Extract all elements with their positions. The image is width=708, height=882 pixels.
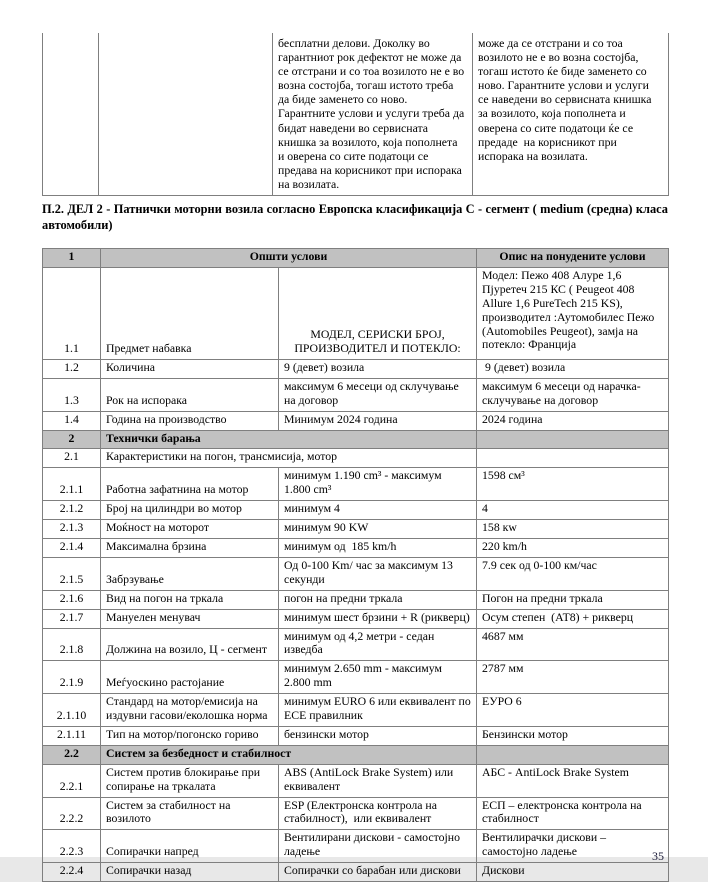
row-requirement-cell: максимум 6 месеци од склучување на договор — [279, 378, 477, 411]
row-offered-cell — [477, 430, 669, 449]
header-offered-conditions-cell: Опис на понудените услови — [477, 249, 669, 268]
row-requirement-cell: 9 (девет) возила — [279, 359, 477, 378]
table-row — [43, 468, 669, 501]
row-number-cell: 2.1.10 — [43, 694, 101, 727]
row-label-cell: Меѓуоскино растојание — [101, 661, 279, 694]
row-number-cell: 2.1.6 — [43, 590, 101, 609]
row-section-label-cell: Технички барања — [101, 430, 477, 449]
row-requirement-cell: ABS (AntiLock Brake System) или еквивалент — [279, 764, 477, 797]
row-requirement-cell: минимум од 185 km/h — [279, 538, 477, 557]
row-requirement-cell: минимум шест брзини + R (рикверц) — [279, 609, 477, 628]
row-number-cell: 2.1 — [43, 449, 101, 468]
table-row — [43, 449, 669, 468]
table-row — [43, 745, 669, 764]
row-label-cell: Систем против блокирање при сопирање на тркалата — [101, 764, 279, 797]
row-number-cell: 2.1.5 — [43, 557, 101, 590]
table-row — [43, 830, 669, 863]
row-label-cell: Должина на возило, Ц - сегмент — [101, 628, 279, 661]
row-number-cell: 1.1 — [43, 267, 101, 359]
row-label-cell: Број на цилиндри во мотор — [101, 501, 279, 520]
row-number-cell: 2.1.4 — [43, 538, 101, 557]
table-row — [43, 863, 669, 882]
continuation-num-cell — [43, 33, 99, 196]
main-table-body — [43, 249, 669, 882]
row-label-cell: Вид на погон на тркала — [101, 590, 279, 609]
row-offered-cell: 2024 година — [477, 411, 669, 430]
row-offered-cell: 7.9 сек од 0-100 км/час — [477, 557, 669, 590]
row-number-cell: 2.1.9 — [43, 661, 101, 694]
row-number-cell: 2.1.11 — [43, 726, 101, 745]
row-label-cell: Мануелен менувач — [101, 609, 279, 628]
row-number-cell: 2.2.1 — [43, 764, 101, 797]
row-label-cell: Забрзување — [101, 557, 279, 590]
row-label-cell: Моќност на моторот — [101, 520, 279, 539]
table-row — [43, 609, 669, 628]
row-number-cell: 1.4 — [43, 411, 101, 430]
table-row — [43, 501, 669, 520]
table-row — [43, 726, 669, 745]
row-offered-cell: Модел: Пежо 408 Алуре 1,6 Пјуретеч 215 КС ( Peugeot 408 Allure 1,6 PureTech 215 KS), производител :Аутомобилес Пежо (Automobiles Peugeot), замја на потекло: Франција — [477, 267, 669, 359]
row-label-cell: Систем за стабилност на возилото — [101, 797, 279, 830]
row-number-cell: 2.1.7 — [43, 609, 101, 628]
row-requirement-cell: Од 0-100 Km/ час за максимум 13 секунди — [279, 557, 477, 590]
row-offered-cell: 220 km/h — [477, 538, 669, 557]
row-offered-cell: Вентилирачки дискови – самостојно ладење — [477, 830, 669, 863]
row-number-cell: 2.1.8 — [43, 628, 101, 661]
table-row — [43, 797, 669, 830]
table-row — [43, 33, 669, 196]
page-number: 35 — [652, 849, 664, 863]
row-offered-cell: ЕСП – електронска контрола на стабилност — [477, 797, 669, 830]
section-heading: П.2. ДЕЛ 2 - Патнички моторни возила согласно Европска класификација С - сегмент ( medium (средна) класа автомобили) — [42, 202, 668, 232]
table-row — [43, 538, 669, 557]
row-number-cell: 2.2.3 — [43, 830, 101, 863]
continuation-table — [42, 33, 669, 196]
specifications-table — [42, 248, 669, 882]
row-offered-cell: 158 кw — [477, 520, 669, 539]
row-offered-cell — [477, 745, 669, 764]
row-number-cell: 2.2.2 — [43, 797, 101, 830]
row-section-label-cell: Систем за безбедност и стабилност — [101, 745, 477, 764]
row-offered-cell: 9 (девет) возила — [477, 359, 669, 378]
row-requirement-cell: минимум EURO 6 или еквивалент по ЕСЕ правилник — [279, 694, 477, 727]
continuation-offered-cell: може да се отстрани и со тоа возилото не е во возна состојба, тогаш истото ќе биде заменето со ново. Гарантните услови и услуги се наведени во сервисната книшка за возилото, која пополнета и оверена со сите податоци ќе се предаде на корисникот при испорака на возилата. — [473, 33, 669, 196]
row-offered-cell: Бензински мотор — [477, 726, 669, 745]
row-offered-cell: максимум 6 месеци од нарачка-склучување на договор — [477, 378, 669, 411]
row-label-cell: Предмет набавка — [101, 267, 279, 359]
row-offered-cell: ЕУРО 6 — [477, 694, 669, 727]
row-number-cell: 1.3 — [43, 378, 101, 411]
row-requirement-cell: Вентилирани дискови - самостојно ладење — [279, 830, 477, 863]
row-number-cell: 2 — [43, 430, 101, 449]
table-row — [43, 590, 669, 609]
row-offered-cell: 4687 мм — [477, 628, 669, 661]
row-number-cell: 2.2 — [43, 745, 101, 764]
row-number-cell: 2.1.3 — [43, 520, 101, 539]
table-row — [43, 359, 669, 378]
row-label-cell: Стандард на мотор/емисија на издувни гасови/еколошка норма — [101, 694, 279, 727]
continuation-label-cell — [99, 33, 273, 196]
row-offered-cell: 4 — [477, 501, 669, 520]
row-offered-cell: 1598 см³ — [477, 468, 669, 501]
row-offered-cell — [477, 449, 669, 468]
row-label-cell: Година на производство — [101, 411, 279, 430]
row-requirement-cell: минимум 90 KW — [279, 520, 477, 539]
row-offered-cell: Погон на предни тркала — [477, 590, 669, 609]
row-number-cell: 2.1.1 — [43, 468, 101, 501]
continuation-requirement-cell: бесплатни делови. Доколку во гарантниот рок дефектот не може да се отстрани и со тоа возилото не е во возна состојба, тогаш истото треба да биде заменето со ново. Гарантните услови и услуги треба да бидат наведени во сервисната книшка за возилото, која пополнета и оверена со сите податоци се предава на корисникот при испорака на возилата. — [273, 33, 473, 196]
row-number-cell: 2.2.4 — [43, 863, 101, 882]
row-label-cell: Сопирачки напред — [101, 830, 279, 863]
row-requirement-cell: ESP (Електронска контрола на стабилност), или еквивалент — [279, 797, 477, 830]
table-row — [43, 628, 669, 661]
row-label-cell: Сопирачки назад — [101, 863, 279, 882]
row-requirement-cell: минимум од 4,2 метри - седан изведба — [279, 628, 477, 661]
row-requirement-cell: Сопирачки со барабан или дискови — [279, 863, 477, 882]
row-label-cell: Тип на мотор/погонско гориво — [101, 726, 279, 745]
header-number-cell: 1 — [43, 249, 101, 268]
table-row — [43, 378, 669, 411]
header-general-conditions-cell: Општи услови — [101, 249, 477, 268]
row-number-cell: 1.2 — [43, 359, 101, 378]
row-requirement-cell: Минимум 2024 година — [279, 411, 477, 430]
row-number-cell: 2.1.2 — [43, 501, 101, 520]
row-offered-cell: 2787 мм — [477, 661, 669, 694]
table-row — [43, 661, 669, 694]
table-row — [43, 411, 669, 430]
row-requirement-cell: минимум 2.650 mm - максимум 2.800 mm — [279, 661, 477, 694]
row-label-cell: Максимална брзина — [101, 538, 279, 557]
table-row — [43, 520, 669, 539]
row-requirement-cell: минимум 1.190 cm³ - максимум 1.800 cm³ — [279, 468, 477, 501]
table-row — [43, 694, 669, 727]
row-requirement-cell: МОДЕЛ, СЕРИСКИ БРОЈ, ПРОИЗВОДИТЕЛ И ПОТЕКЛО: — [279, 267, 477, 359]
row-requirement-cell: бензински мотор — [279, 726, 477, 745]
row-label-cell: Работна зафатнина на мотор — [101, 468, 279, 501]
row-offered-cell: Осум степен (АТ8) + рикверц — [477, 609, 669, 628]
row-label-cell: Количина — [101, 359, 279, 378]
row-section-label-cell: Карактеристики на погон, трансмисија, мотор — [101, 449, 477, 468]
table-row — [43, 430, 669, 449]
table-header-row — [43, 249, 669, 268]
row-label-cell: Рок на испорака — [101, 378, 279, 411]
table-row — [43, 764, 669, 797]
row-offered-cell: АБС - AntiLock Brake System — [477, 764, 669, 797]
row-requirement-cell: минимум 4 — [279, 501, 477, 520]
table-row — [43, 557, 669, 590]
row-offered-cell: Дискови — [477, 863, 669, 882]
row-requirement-cell: погон на предни тркала — [279, 590, 477, 609]
table-row — [43, 267, 669, 359]
